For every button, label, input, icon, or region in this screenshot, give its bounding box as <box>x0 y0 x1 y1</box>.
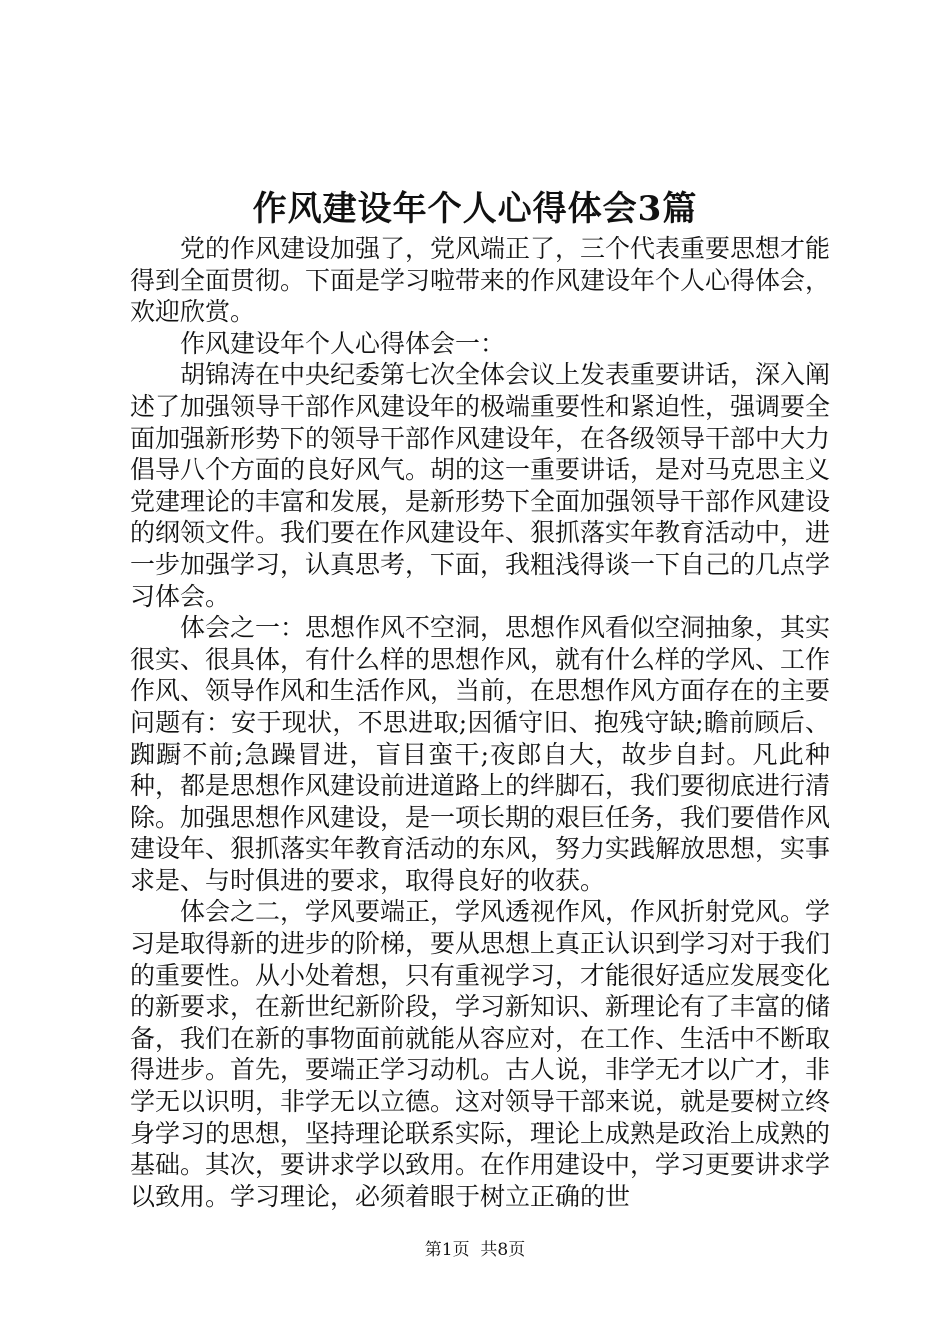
page-number: 第1页 <box>424 1240 470 1260</box>
document-title: 作风建设年个人心得体会3篇 <box>252 189 698 229</box>
intro-paragraph: 党的作风建设加强了，党风端正了，三个代表重要思想才能得到全面贯彻。下面是学习啦带来的作风建设年个人心得体会，欢迎欣赏。 <box>130 234 831 327</box>
page-footer <box>0 1238 950 1262</box>
document-body <box>130 233 830 1212</box>
body-paragraph: 胡锦涛在中央纪委第七次全体会议上发表重要讲话，深入阐述了加强领导干部作风建设年的极端重要性和紧迫性，强调要全面加强新形势下的领导干部作风建设年，在各级领导干部中大力倡导八个方面的良好风气。胡的这一重要讲话，是对马克思主义党建理论的丰富和发展，是新形势下全面加强领导干部作风建设的纲领文件。我们要在作风建设年、狠抓落实年教育活动中，进一步加强学习，认真思考，下面，我粗浅得谈一下自己的几点学习体会。 <box>130 360 831 611</box>
body-paragraph: 体会之二，学风要端正，学风透视作风，作风折射党风。学习是取得新的进步的阶梯，要从思想上真正认识到学习对于我们的重要性。从小处着想，只有重视学习，才能很好适应发展变化的新要求，在新世纪新阶段，学习新知识、新理论有了丰富的储备，我们在新的事物面前就能从容应对，在工作、生活中不断取得进步。首先，要端正学习动机。古人说，非学无才以广才，非学无以识明，非学无以立德。这对领导干部来说，就是要树立终身学习的思想，坚持理论联系实际，理论上成熟是政治上成熟的基础。其次，要讲求学以致用。在作用建设中，学习更要讲求学以致用。学习理论，必须着眼于树立正确的世 <box>130 897 831 1211</box>
page-total: 共8页 <box>480 1240 526 1260</box>
body-paragraph: 体会之一：思想作风不空洞，思想作风看似空洞抽象，其实很实、很具体，有什么样的思想作风，就有什么样的学风、工作作风、领导作风和生活作风，当前，在思想作风方面存在的主要问题有：安于现状，不思进取;因循守旧、抱残守缺;瞻前顾后、踟蹰不前;急躁冒进，盲目蛮干;夜郎自大，故步自封。凡此种种，都是思想作风建设前进道路上的绊脚石，我们要彻底进行清除。加强思想作风建设，是一项长期的艰巨任务，我们要借作风建设年、狠抓落实年教育活动的东风，努力实践解放思想，实事求是、与时俱进的要求，取得良好的收获。 <box>130 613 831 895</box>
section-heading: 作风建设年个人心得体会一： <box>180 328 506 358</box>
